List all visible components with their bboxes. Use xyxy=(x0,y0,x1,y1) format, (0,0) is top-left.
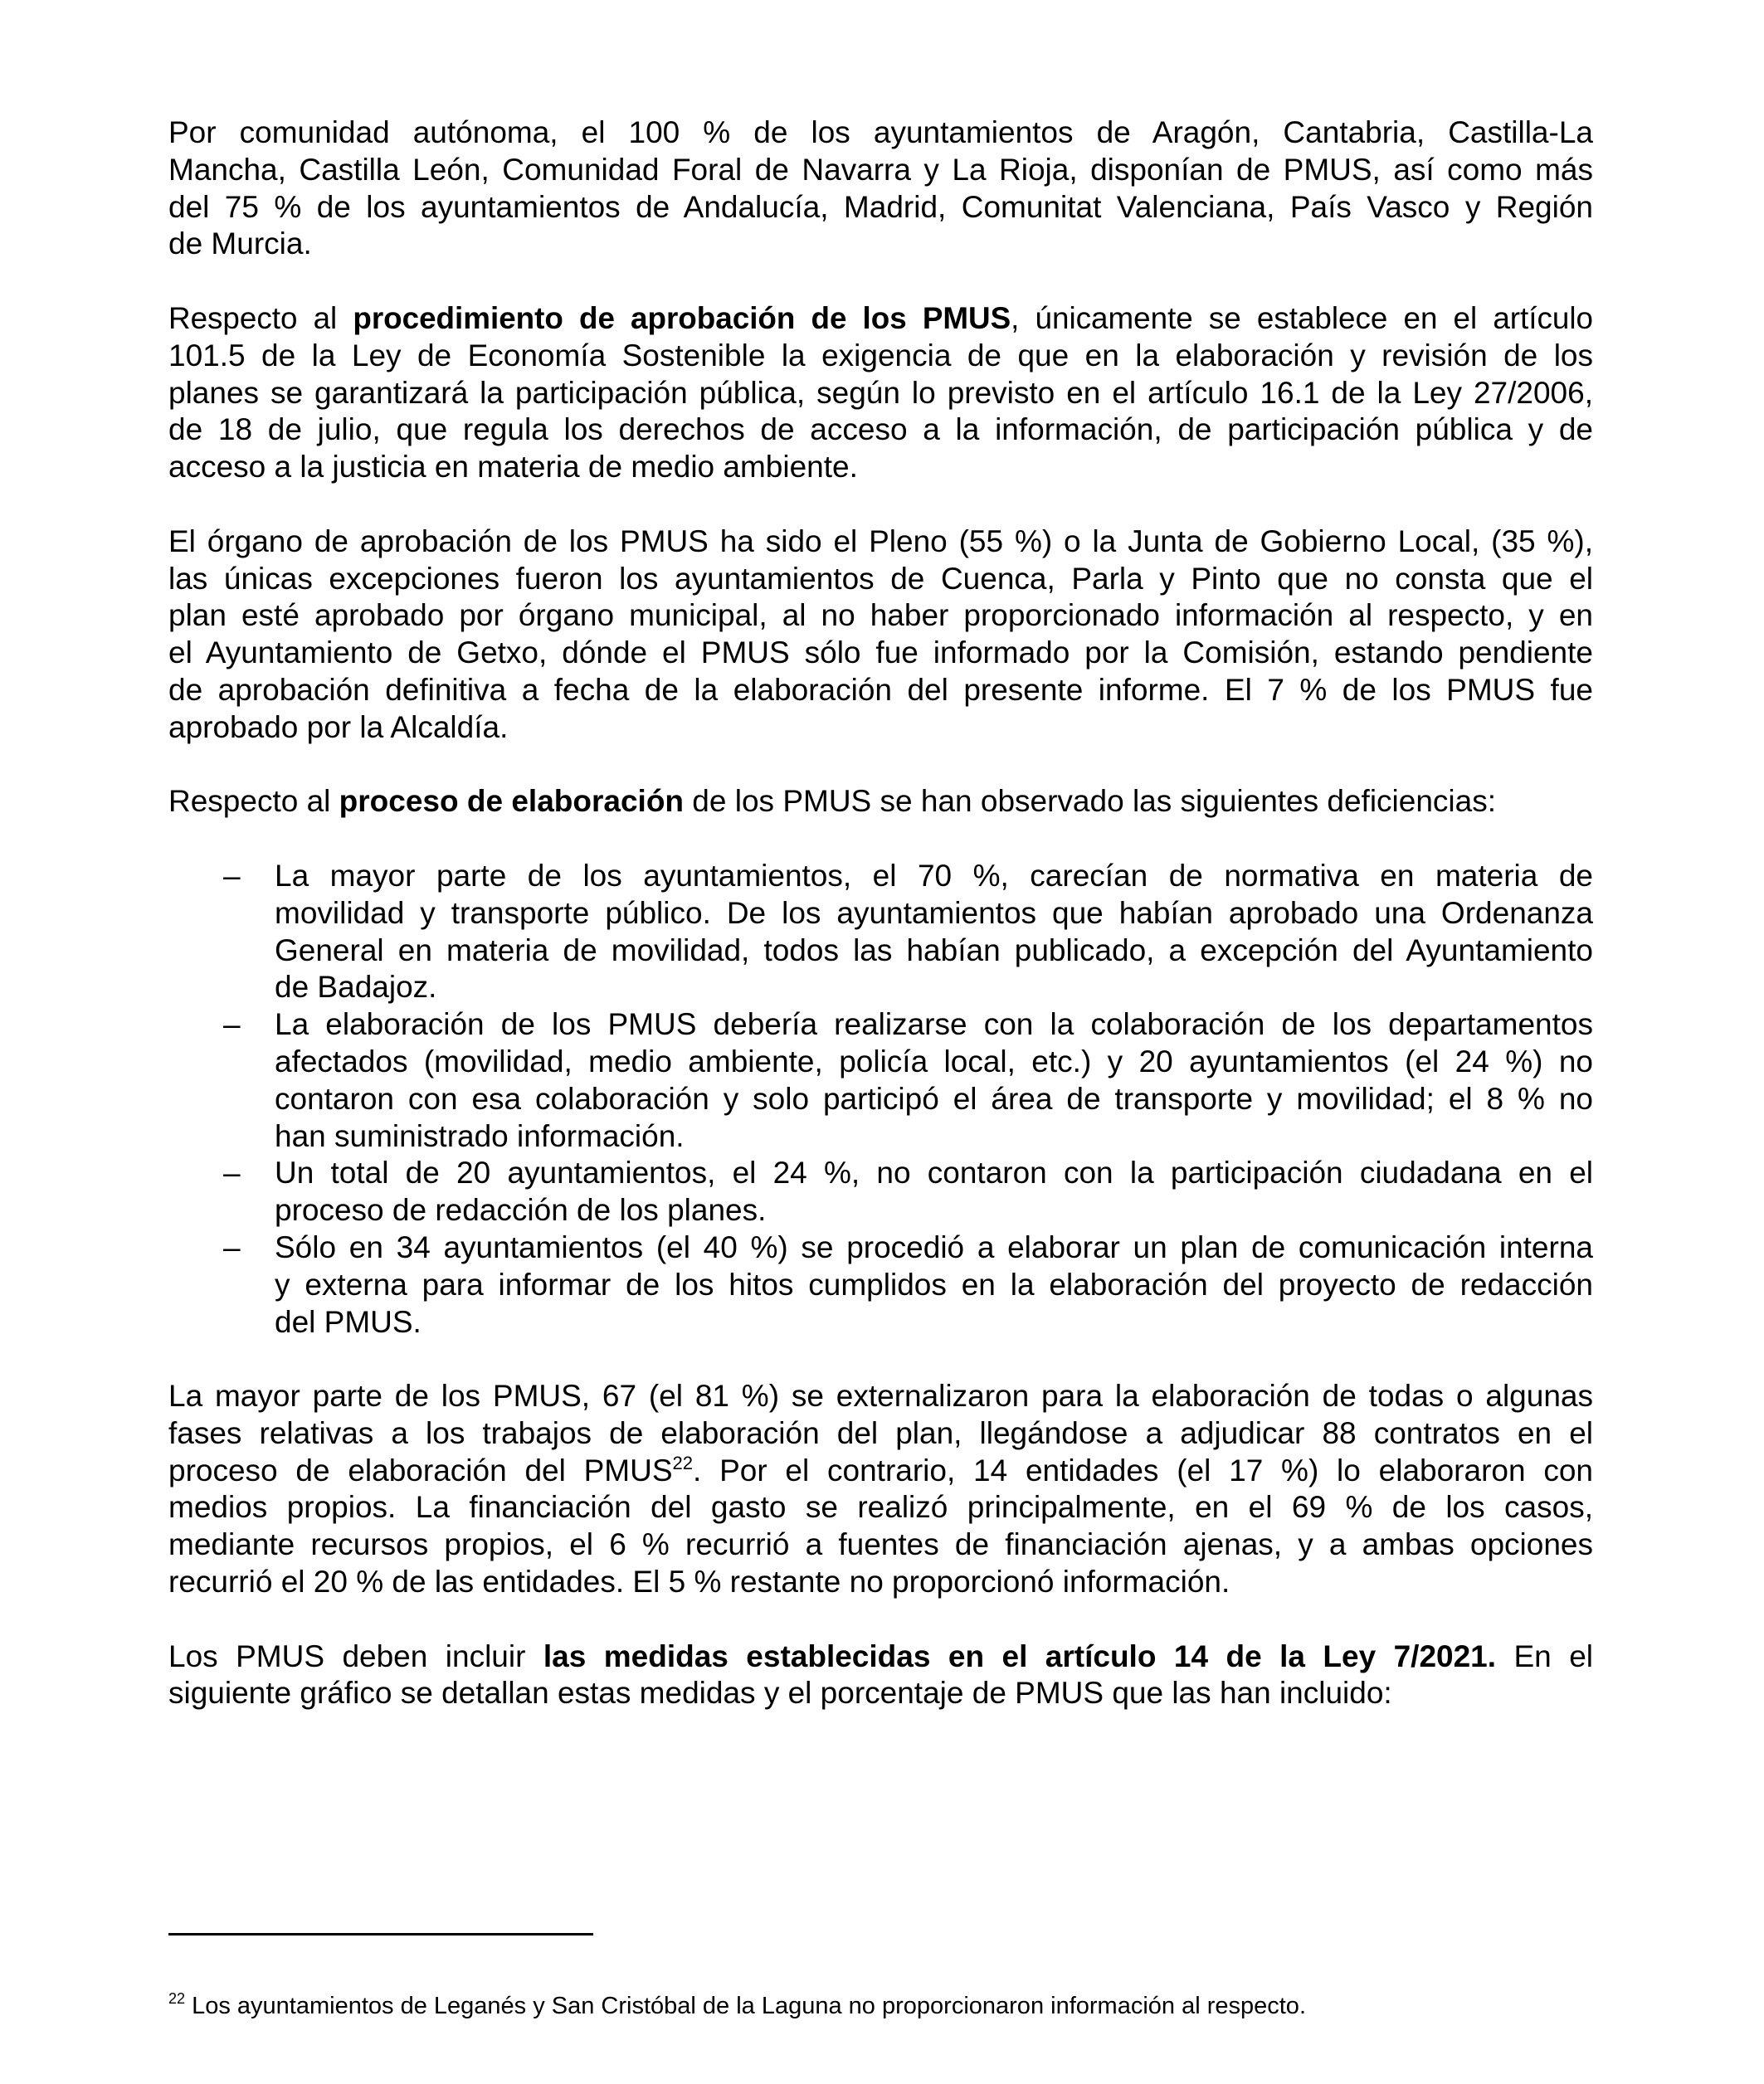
text-segment: La mayor parte de los ayuntamientos, el 70 %, carecían de normativa en materia de xyxy=(275,858,1593,893)
text-line xyxy=(168,226,1593,263)
text-segment: El órgano de aprobación de los PMUS ha sido el Pleno (55 %) o la Junta de Gobierno Local, (35 %), xyxy=(168,523,1593,558)
text-line xyxy=(168,300,1593,338)
text-segment: La mayor parte de los PMUS, 67 (el 81 %) se externalizaron para la elaboración de todas o algunas xyxy=(168,1379,1593,1414)
text-line xyxy=(168,1675,1593,1712)
dash-bullet-icon: – xyxy=(223,1229,241,1264)
bullet-list xyxy=(168,858,1593,1341)
text-segment: las únicas excepciones fueron los ayuntamientos de Cuenca, Parla y Pinto que no consta que el xyxy=(168,561,1593,596)
text-line xyxy=(168,1564,1593,1601)
text-line xyxy=(275,1155,1593,1192)
text-segment: Por comunidad autónoma, el 100 % de los ayuntamientos de Aragón, Cantabria, Castilla-La xyxy=(168,115,1593,149)
text-segment: mediante recursos propios, el 6 % recurrió a fuentes de financiación ajenas, y a ambas opciones xyxy=(168,1527,1593,1562)
text-line xyxy=(168,709,1593,747)
dash-bullet-icon: – xyxy=(223,1007,241,1042)
text-segment: del PMUS. xyxy=(275,1304,422,1339)
list-item xyxy=(168,858,1593,1006)
text-segment: , únicamente se establece en el artículo xyxy=(1011,300,1593,335)
text-line xyxy=(168,523,1593,561)
text-segment: el Ayuntamiento de Getxo, dónde el PMUS sólo fue informado por la Comisión, estando pendiente xyxy=(168,635,1593,670)
dash-bullet-icon: – xyxy=(223,1156,241,1191)
list-item xyxy=(168,1229,1593,1341)
footnote-number: 22 xyxy=(168,1990,186,2007)
list-item xyxy=(168,1006,1593,1155)
dash-bullet-icon: – xyxy=(223,858,241,893)
bold-text: las medidas establecidas en el artículo 14 de la Ley 7/2021. xyxy=(543,1638,1497,1673)
text-line xyxy=(168,597,1593,635)
text-segment: acceso a la justicia en materia de medio ambiente. xyxy=(168,450,858,484)
text-segment: proceso de elaboración del PMUS xyxy=(168,1453,673,1488)
text-line xyxy=(168,561,1593,598)
text-line xyxy=(275,969,1593,1006)
text-segment: siguiente gráfico se detallan estas medidas y el porcentaje de PMUS que las han incluido: xyxy=(168,1676,1392,1711)
text-line xyxy=(275,895,1593,932)
text-line xyxy=(275,1304,1593,1341)
text-line xyxy=(275,858,1593,895)
text-line xyxy=(168,783,1593,820)
text-segment: de aprobación definitiva a fecha de la elaboración del presente informe. El 7 % de los PMUS fue xyxy=(168,672,1593,707)
text-line xyxy=(168,338,1593,375)
paragraph xyxy=(168,300,1593,486)
text-line xyxy=(168,1415,1593,1453)
text-line xyxy=(275,1118,1593,1156)
footnote-text: Los ayuntamientos de Leganés y San Cristóbal de la Laguna no proporcionaron información al respecto. xyxy=(185,1993,1306,2019)
paragraph xyxy=(168,1378,1593,1601)
text-segment: Mancha, Castilla León, Comunidad Foral de Navarra y La Rioja, disponían de PMUS, así como más xyxy=(168,152,1593,187)
text-line xyxy=(275,1044,1593,1081)
paragraph xyxy=(168,114,1593,263)
text-segment: Un total de 20 ayuntamientos, el 24 %, no contaron con la participación ciudadana en el xyxy=(275,1156,1593,1191)
text-line xyxy=(168,189,1593,226)
text-segment: Respecto al xyxy=(168,300,353,335)
text-segment: han suministrado información. xyxy=(275,1118,685,1153)
text-segment: medios propios. La financiación del gasto se realizó principalmente, en el 69 % de los casos, xyxy=(168,1490,1593,1525)
text-segment: de Badajoz. xyxy=(275,970,437,1005)
footnote xyxy=(168,1990,1306,2020)
text-segment: del 75 % de los ayuntamientos de Andalucía, Madrid, Comunitat Valenciana, País Vasco y Región xyxy=(168,189,1593,224)
text-line xyxy=(168,1489,1593,1526)
text-segment: y externa para informar de los hitos cumplidos en la elaboración del proyecto de redacción xyxy=(275,1267,1593,1302)
text-line xyxy=(168,375,1593,412)
text-segment: de los PMUS se han observado las siguientes deficiencias: xyxy=(684,784,1497,819)
text-line xyxy=(275,1006,1593,1044)
paragraph xyxy=(168,523,1593,747)
text-line xyxy=(168,449,1593,486)
text-segment: de Murcia. xyxy=(168,226,312,261)
text-segment: . Por el contrario, 14 entidades (el 17 %) lo elaboraron con xyxy=(693,1453,1593,1488)
text-segment: recurrió el 20 % de las entidades. El 5 % restante no proporcionó información. xyxy=(168,1565,1230,1600)
paragraph xyxy=(168,783,1593,820)
text-segment: General en materia de movilidad, todos las habían publicado, a excepción del Ayuntamiento xyxy=(275,932,1593,967)
text-line xyxy=(168,1526,1593,1564)
text-line xyxy=(275,1192,1593,1229)
text-segment: La elaboración de los PMUS debería realizarse con la colaboración de los departamentos xyxy=(275,1007,1593,1042)
text-segment: Sólo en 34 ayuntamientos (el 40 %) se procedió a elaborar un plan de comunicación interna xyxy=(275,1229,1593,1264)
text-segment: En el xyxy=(1496,1638,1593,1673)
text-segment: 101.5 de la Ley de Economía Sostenible la exigencia de que en la elaboración y revisión de los xyxy=(168,338,1593,372)
text-line xyxy=(275,1229,1593,1267)
text-line xyxy=(168,152,1593,189)
text-segment: afectados (movilidad, medio ambiente, policía local, etc.) y 20 ayuntamientos (el 24 %) no xyxy=(275,1044,1593,1079)
text-segment: Respecto al xyxy=(168,784,339,819)
text-segment: proceso de redacción de los planes. xyxy=(275,1193,767,1228)
text-segment: aprobado por la Alcaldía. xyxy=(168,709,509,744)
footnote-reference: 22 xyxy=(672,1452,693,1473)
text-line xyxy=(275,932,1593,970)
text-line xyxy=(275,1267,1593,1304)
bold-text: procedimiento de aprobación de los PMUS xyxy=(353,300,1011,335)
bold-text: proceso de elaboración xyxy=(339,784,685,819)
text-segment: fases relativas a los trabajos de elaboración del plan, llegándose a adjudicar 88 contratos en el xyxy=(168,1415,1593,1450)
text-line xyxy=(275,1081,1593,1118)
text-line xyxy=(168,635,1593,672)
text-segment: planes se garantizará la participación pública, según lo previsto en el artículo 16.1 de la Ley 27/2006, xyxy=(168,375,1593,410)
text-line xyxy=(168,114,1593,152)
text-segment: Los PMUS deben incluir xyxy=(168,1638,543,1673)
text-segment: movilidad y transporte público. De los ayuntamientos que habían aprobado una Ordenanza xyxy=(275,895,1593,930)
text-segment: de 18 de julio, que regula los derechos de acceso a la información, de participación pública y de xyxy=(168,412,1593,447)
text-line xyxy=(168,1453,1593,1490)
list-item xyxy=(168,1155,1593,1229)
document-body xyxy=(168,114,1593,1750)
text-segment: contaron con esa colaboración y solo participó el área de transporte y movilidad; el 8 % no xyxy=(275,1081,1593,1116)
text-segment: plan esté aprobado por órgano municipal, al no haber proporcionado información al respecto, y en xyxy=(168,598,1593,633)
text-line xyxy=(168,1378,1593,1415)
paragraph xyxy=(168,1638,1593,1713)
footnote-separator xyxy=(168,1933,593,1935)
text-line xyxy=(168,1638,1593,1676)
text-line xyxy=(168,672,1593,709)
text-line xyxy=(168,411,1593,449)
